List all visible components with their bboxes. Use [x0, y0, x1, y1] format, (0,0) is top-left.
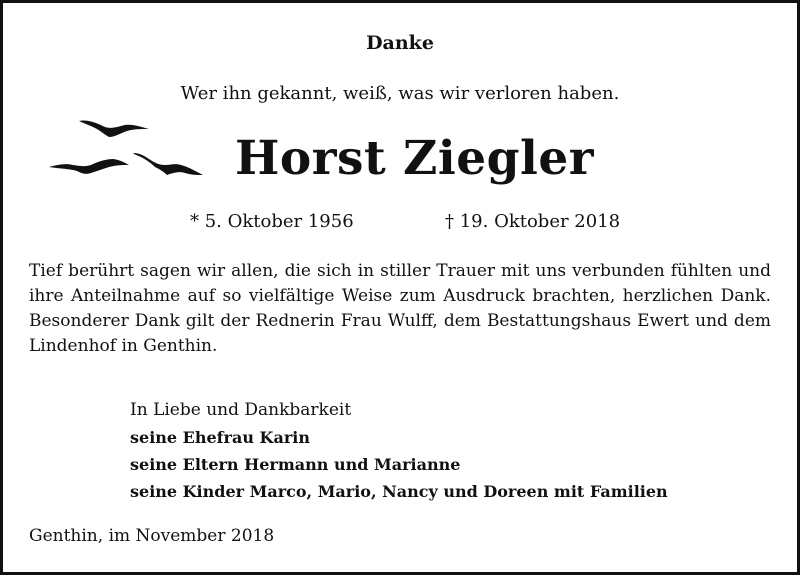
thank-you-line: Tief berührt sagen wir allen, die sich in stiller Trauer mit uns verbunden fühlten und [29, 261, 771, 281]
heading: Danke [366, 32, 434, 54]
thank-you-line: Besonderer Dank gilt der Rednerin Frau Wulff, dem Bestattungshaus Ewert und dem [29, 311, 771, 331]
thank-you-line: ihre Anteilnahme auf so vielfältige Weise zum Ausdruck brachten, herzlichen Dank. [29, 286, 771, 306]
flying-birds-icon [47, 115, 207, 185]
thank-you-line: Lindenhof in Genthin. [29, 336, 218, 356]
signoff-line: seine Eltern Hermann und Marianne [130, 455, 461, 474]
motto: Wer ihn gekannt, weiß, was wir verloren haben. [180, 83, 620, 104]
signoff-intro: In Liebe und Dankbarkeit [130, 400, 352, 420]
signoff-line: seine Ehefrau Karin [130, 428, 310, 447]
birth-date: * 5. Oktober 1956 [190, 211, 354, 232]
thank-you-text [29, 259, 771, 359]
deceased-name: Horst Ziegler [235, 131, 594, 186]
death-date: † 19. Oktober 2018 [445, 211, 621, 232]
signoff-line: seine Kinder Marco, Mario, Nancy und Doreen mit Familien [130, 482, 668, 501]
signoff [130, 397, 668, 505]
place-date: Genthin, im November 2018 [29, 526, 275, 546]
